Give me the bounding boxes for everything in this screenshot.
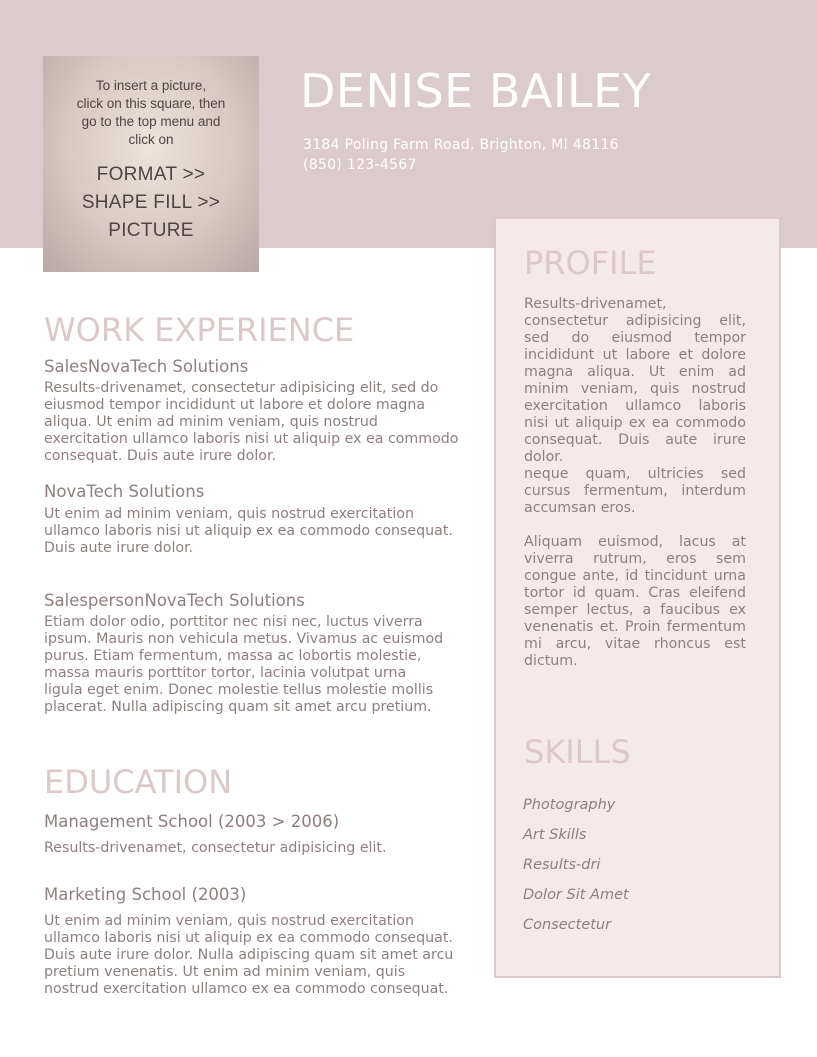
- profile-paragraph: Results-drivenamet, consectetur adipisicing elit, sed do eiusmod tempor incididunt ut labore et dolore magna aliqua. Ut enim ad minim veniam, quis nostrud exercitation ullamco laboris nisi ut aliquip ex ea commodo consequat. Duis aute irure dolor.: [524, 296, 746, 465]
- school-description: Ut enim ad minim veniam, quis nostrud exercitation ullamco laboris nisi ut aliquip ex ea commodo consequat. Duis aute irure dolor. Nulla adipiscing quam sit amet arcu pretium venenatis. Ut enim ad minim veniam, quis nostrud exercitation ullamco ex ea commodo consequat.: [44, 913, 454, 997]
- contact-address: 3184 Poling Farm Road, Brighton, MI 48116: [303, 137, 619, 153]
- skills-list: [523, 795, 629, 945]
- job-title: NovaTech Solutions: [44, 482, 205, 501]
- skills-heading: SKILLS: [524, 733, 631, 771]
- job-title: SalesNovaTech Solutions: [44, 357, 249, 376]
- photo-placeholder[interactable]: [43, 56, 259, 272]
- school-description: Results-drivenamet, consectetur adipisicing elit.: [44, 840, 387, 856]
- contact-phone: (850) 123-4567: [303, 157, 417, 173]
- profile-paragraph: neque quam, ultricies sed cursus fermentum, interdum accumsan eros.: [524, 466, 746, 516]
- profile-paragraph: Aliquam euismod, lacus at viverra rutrum, eros sem congue ante, id tincidunt urna tortor id quam. Cras eleifend semper lectus, a faucibus ex venenatis et. Proin fermentum mi arcu, vitae rhoncus est dictum.: [524, 534, 746, 669]
- job-description: Results-drivenamet, consectetur adipisicing elit, sed do eiusmod tempor incididunt ut labore et dolore magna aliqua. Ut enim ad minim veniam, quis nostrud exercitation ullamco laboris nisi ut aliquip ex ea commodo consequat. Duis aute irure dolor.: [44, 380, 459, 464]
- job-description: Ut enim ad minim veniam, quis nostrud exercitation ullamco laboris nisi ut aliquip ex ea commodo consequat. Duis aute irure dolor.: [44, 506, 453, 556]
- profile-text: [524, 296, 746, 670]
- skill-item: Art Skills: [523, 827, 587, 843]
- skill-item: Dolor Sit Amet: [523, 887, 629, 903]
- job-description: Etiam dolor odio, porttitor nec nisi nec, luctus viverra ipsum. Mauris non vehicula metus. Vivamus ac euismod purus. Etiam fermentum, massa ac lobortis molestie, massa mauris porttitor tortor, lacinia volutpat urna ligula eget enim. Donec molestie tellus molestie mollis placerat. Nulla adipiscing quam sit amet arcu pretium.: [44, 614, 444, 715]
- photo-instruction: To insert a picture, click on this square, then go to the top menu and click on: [76, 78, 226, 147]
- skill-item: Photography: [523, 797, 616, 813]
- education-heading: EDUCATION: [44, 763, 233, 801]
- skill-item: Consectetur: [523, 917, 612, 933]
- sidebar-panel: [494, 217, 781, 978]
- photo-format-path: FORMAT >> SHAPE FILL >> PICTURE: [81, 164, 221, 241]
- candidate-name: DENISE BAILEY: [300, 64, 652, 118]
- work-experience-heading: WORK EXPERIENCE: [44, 311, 355, 349]
- job-title: SalespersonNovaTech Solutions: [44, 591, 305, 610]
- profile-heading: PROFILE: [524, 244, 657, 282]
- school-title: Marketing School (2003): [44, 885, 247, 904]
- skill-item: Results-dri: [523, 857, 601, 873]
- school-title: Management School (2003 > 2006): [44, 812, 340, 831]
